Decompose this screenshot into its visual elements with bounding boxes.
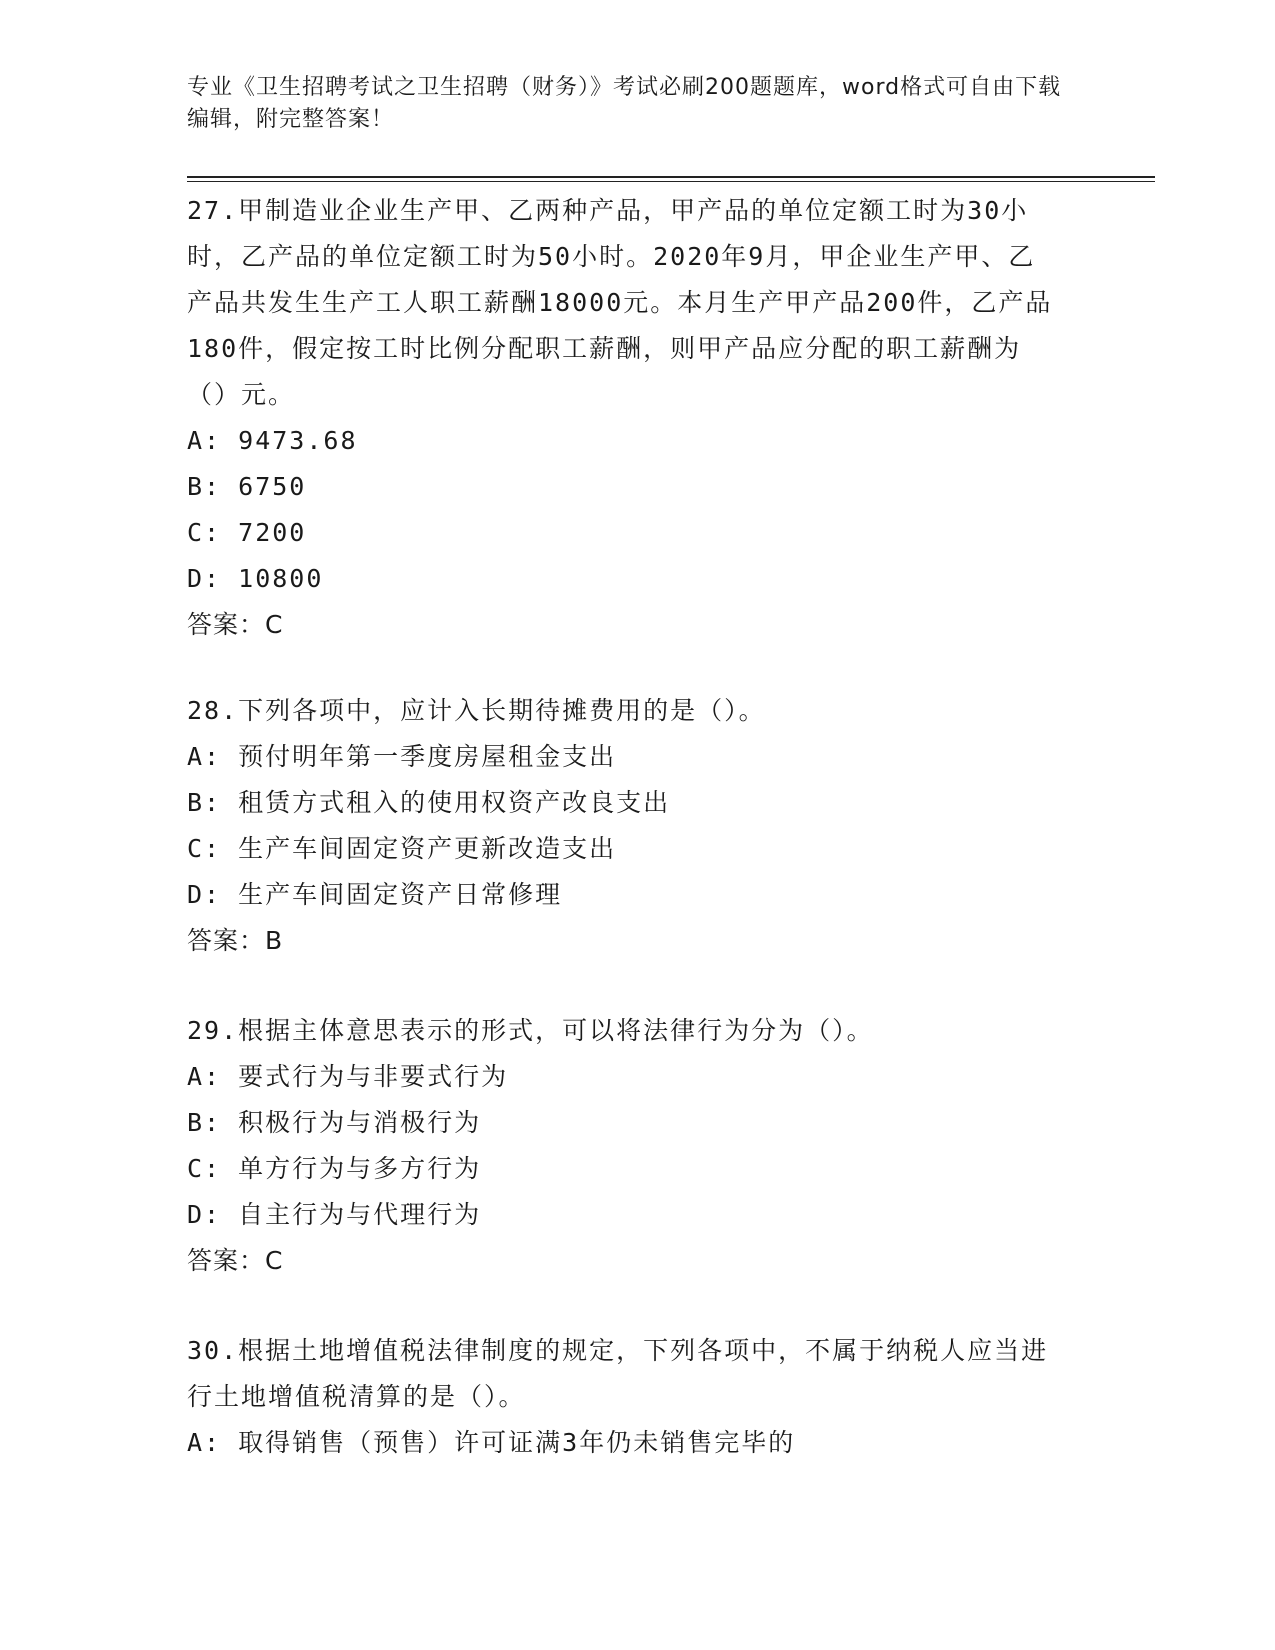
option-c: C: 单方行为与多方行为	[187, 1154, 482, 1183]
option-b: B: 租赁方式租入的使用权资产改良支出	[187, 788, 671, 817]
header-divider	[187, 176, 1155, 178]
question-stem: 27.甲制造业企业生产甲、乙两种产品，甲产品的单位定额工时为30小时，乙产品的单位定额工时为50小时。2020年9月，甲企业生产甲、乙产品共发生生产工人职工薪酬18000元。本月生产甲产品200件，乙产品180件，假定按工时比例分配职工薪酬，则甲产品应分配的职工薪酬为（）元。	[187, 196, 1053, 409]
option-c: C: 7200	[187, 518, 307, 547]
option-b: B: 6750	[187, 472, 307, 501]
option-c: C: 生产车间固定资产更新改造支出	[187, 834, 617, 863]
option-d: D: 生产车间固定资产日常修理	[187, 880, 563, 909]
option-a: A: 取得销售（预售）许可证满3年仍未销售完毕的	[187, 1428, 796, 1457]
question-stem: 30.根据土地增值税法律制度的规定，下列各项中，不属于纳税人应当进行土地增值税清算的是（）。	[187, 1336, 1049, 1411]
answer: 答案：C	[187, 1246, 284, 1275]
option-a: A: 要式行为与非要式行为	[187, 1062, 509, 1091]
option-d: D: 10800	[187, 564, 324, 593]
header-divider-thin	[187, 181, 1155, 182]
option-a: A: 9473.68	[187, 426, 358, 455]
document-header: 专业《卫生招聘考试之卫生招聘（财务）》考试必刷200题题库，word格式可自由下载编辑，附完整答案！	[187, 75, 1062, 132]
question-stem: 29.根据主体意思表示的形式，可以将法律行为分为（）。	[187, 1016, 874, 1045]
question-27	[187, 188, 1087, 648]
question-30	[187, 1328, 1087, 1466]
option-d: D: 自主行为与代理行为	[187, 1200, 482, 1229]
question-29	[187, 1008, 1087, 1284]
question-stem: 28.下列各项中，应计入长期待摊费用的是（）。	[187, 696, 766, 725]
option-b: B: 积极行为与消极行为	[187, 1108, 482, 1137]
answer: 答案：C	[187, 610, 284, 639]
question-28	[187, 688, 1087, 964]
option-a: A: 预付明年第一季度房屋租金支出	[187, 742, 617, 771]
answer: 答案：B	[187, 926, 284, 955]
